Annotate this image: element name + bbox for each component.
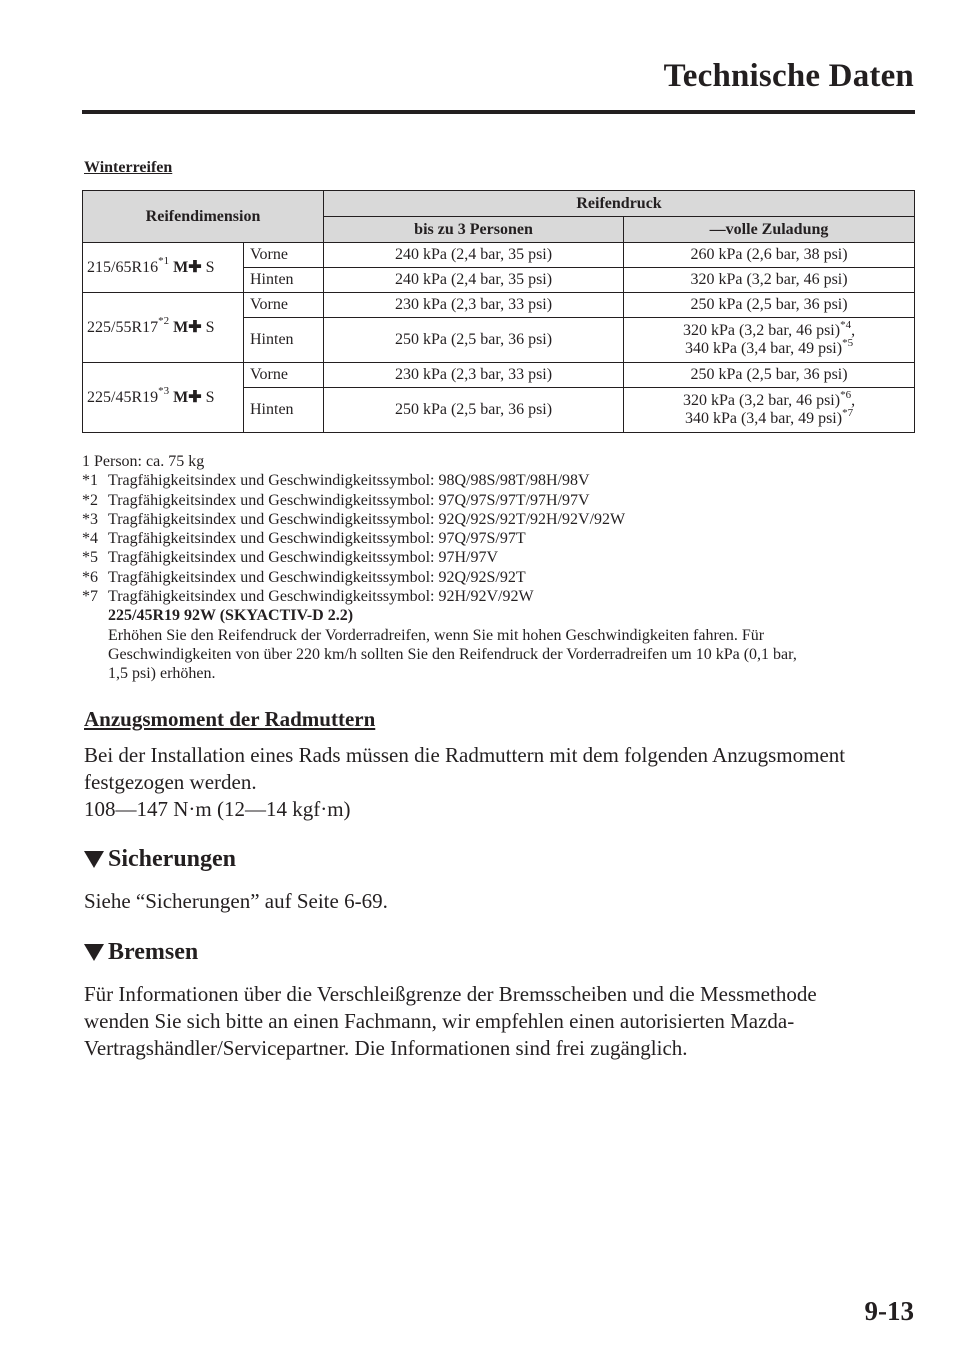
torque-heading: Anzugsmoment der Radmuttern [84,707,376,731]
tire-dimension: 225/55R17$^{*2}$ M✚ S [83,293,244,363]
footnote: *4 Tragfähigkeitsindex und Geschwindigkeitssymbol: 97Q/97S/97T [82,530,526,548]
footnote: *2 Tragfähigkeitsindex und Geschwindigkeitssymbol: 97Q/97S/97T/97H/97V [82,491,590,509]
table-row: 215/65R16$^{*1}$ M✚ S Vorne 240 kPa (2,4 bar, 35 psi) 260 kPa (2,6 bar, 38 psi) [83,243,915,268]
tire-pressure-table [82,190,915,433]
table-row: 225/55R17$^{*2}$ M✚ S Vorne 230 kPa (2,3 bar, 33 psi) 250 kPa (2,5 bar, 36 psi) [83,293,915,318]
fuses-heading: Sicherungen [84,846,236,873]
plus-icon: ✚ [188,258,202,276]
section-label: Winterreifen [84,159,173,176]
brakes-text: Für Informationen über die Verschleißgrenze der Bremsscheiben und die Messmethode wenden Sie sich bitte an einen Fachmann, wir empfehlen einen autorisierten Mazda- Vertragshändler/Servicepartner. Die Informationen sind frei zugänglich. [84,982,817,1060]
footnote-person: 1 Person: ca. 75 kg [82,453,205,470]
footnotes [82,452,912,684]
torque-text: Bei der Installation eines Rads müssen die Radmuttern mit dem folgenden Anzugsmoment festgezogen werden. 108―147 N·m (12―14 kgf·m) [84,743,846,821]
tire-dimension: 225/45R19$^{*3}$ M✚ S [83,363,244,433]
footnote: *6 Tragfähigkeitsindex und Geschwindigkeitssymbol: 92Q/92S/92T [82,568,526,586]
footnote: *1 Tragfähigkeitsindex und Geschwindigkeitssymbol: 98Q/98S/98T/98H/98V [82,472,590,490]
title-rule [82,110,915,114]
fuses-text: Siehe “Sicherungen” auf Seite 6-69. [84,889,388,913]
table-row: Hinten 250 kPa (2,5 bar, 36 psi) 320 kPa (3,2 bar, 46 psi)$^{*4}$, 340 kPa (3,4 bar, 49 psi)$^{*5}$ [83,318,915,363]
page-title: Technische Daten [663,58,914,94]
plus-icon: ✚ [188,318,202,336]
triangle-down-icon [84,851,104,868]
plus-icon: ✚ [188,388,202,406]
note-line: Geschwindigkeiten von über 220 km/h sollten Sie den Reifendruck der Vorderradreifen um 10 kPa (0,1 bar, [108,645,797,663]
footnote: *3 Tragfähigkeitsindex und Geschwindigkeitssymbol: 92Q/92S/92T/92H/92V/92W [82,510,626,528]
triangle-down-icon [84,944,104,961]
note-line: 1,5 psi) erhöhen. [108,665,216,683]
brakes-heading: Bremsen [84,939,198,966]
table-row: Hinten 240 kPa (2,4 bar, 35 psi) 320 kPa (3,2 bar, 46 psi) [83,268,915,293]
footnote: *5 Tragfähigkeitsindex und Geschwindigkeitssymbol: 97H/97V [82,549,499,567]
header-col-b: ―volle Zuladung [624,217,915,243]
page-number: 9-13 [864,1296,914,1326]
header-pressure: Reifendruck [324,191,915,217]
table-row: 225/45R19$^{*3}$ M✚ S Vorne 230 kPa (2,3 bar, 33 psi) 250 kPa (2,5 bar, 36 psi) [83,363,915,388]
note-title: 225/45R19 92W (SKYACTIV-D 2.2) [108,607,354,625]
tire-dimension: 215/65R16$^{*1}$ M✚ S [83,243,244,293]
header-dimension: Reifendimension [83,191,324,243]
note-line: Erhöhen Sie den Reifendruck der Vorderradreifen, wenn Sie mit hohen Geschwindigkeiten fahren. Für [108,626,765,644]
header-col-a: bis zu 3 Personen [324,217,624,243]
table-row: Hinten 250 kPa (2,5 bar, 36 psi) 320 kPa (3,2 bar, 46 psi)$^{*6}$, 340 kPa (3,4 bar, 49 psi)$^{*7}$ [83,388,915,433]
footnote: *7 Tragfähigkeitsindex und Geschwindigkeitssymbol: 92H/92V/92W [82,588,534,606]
